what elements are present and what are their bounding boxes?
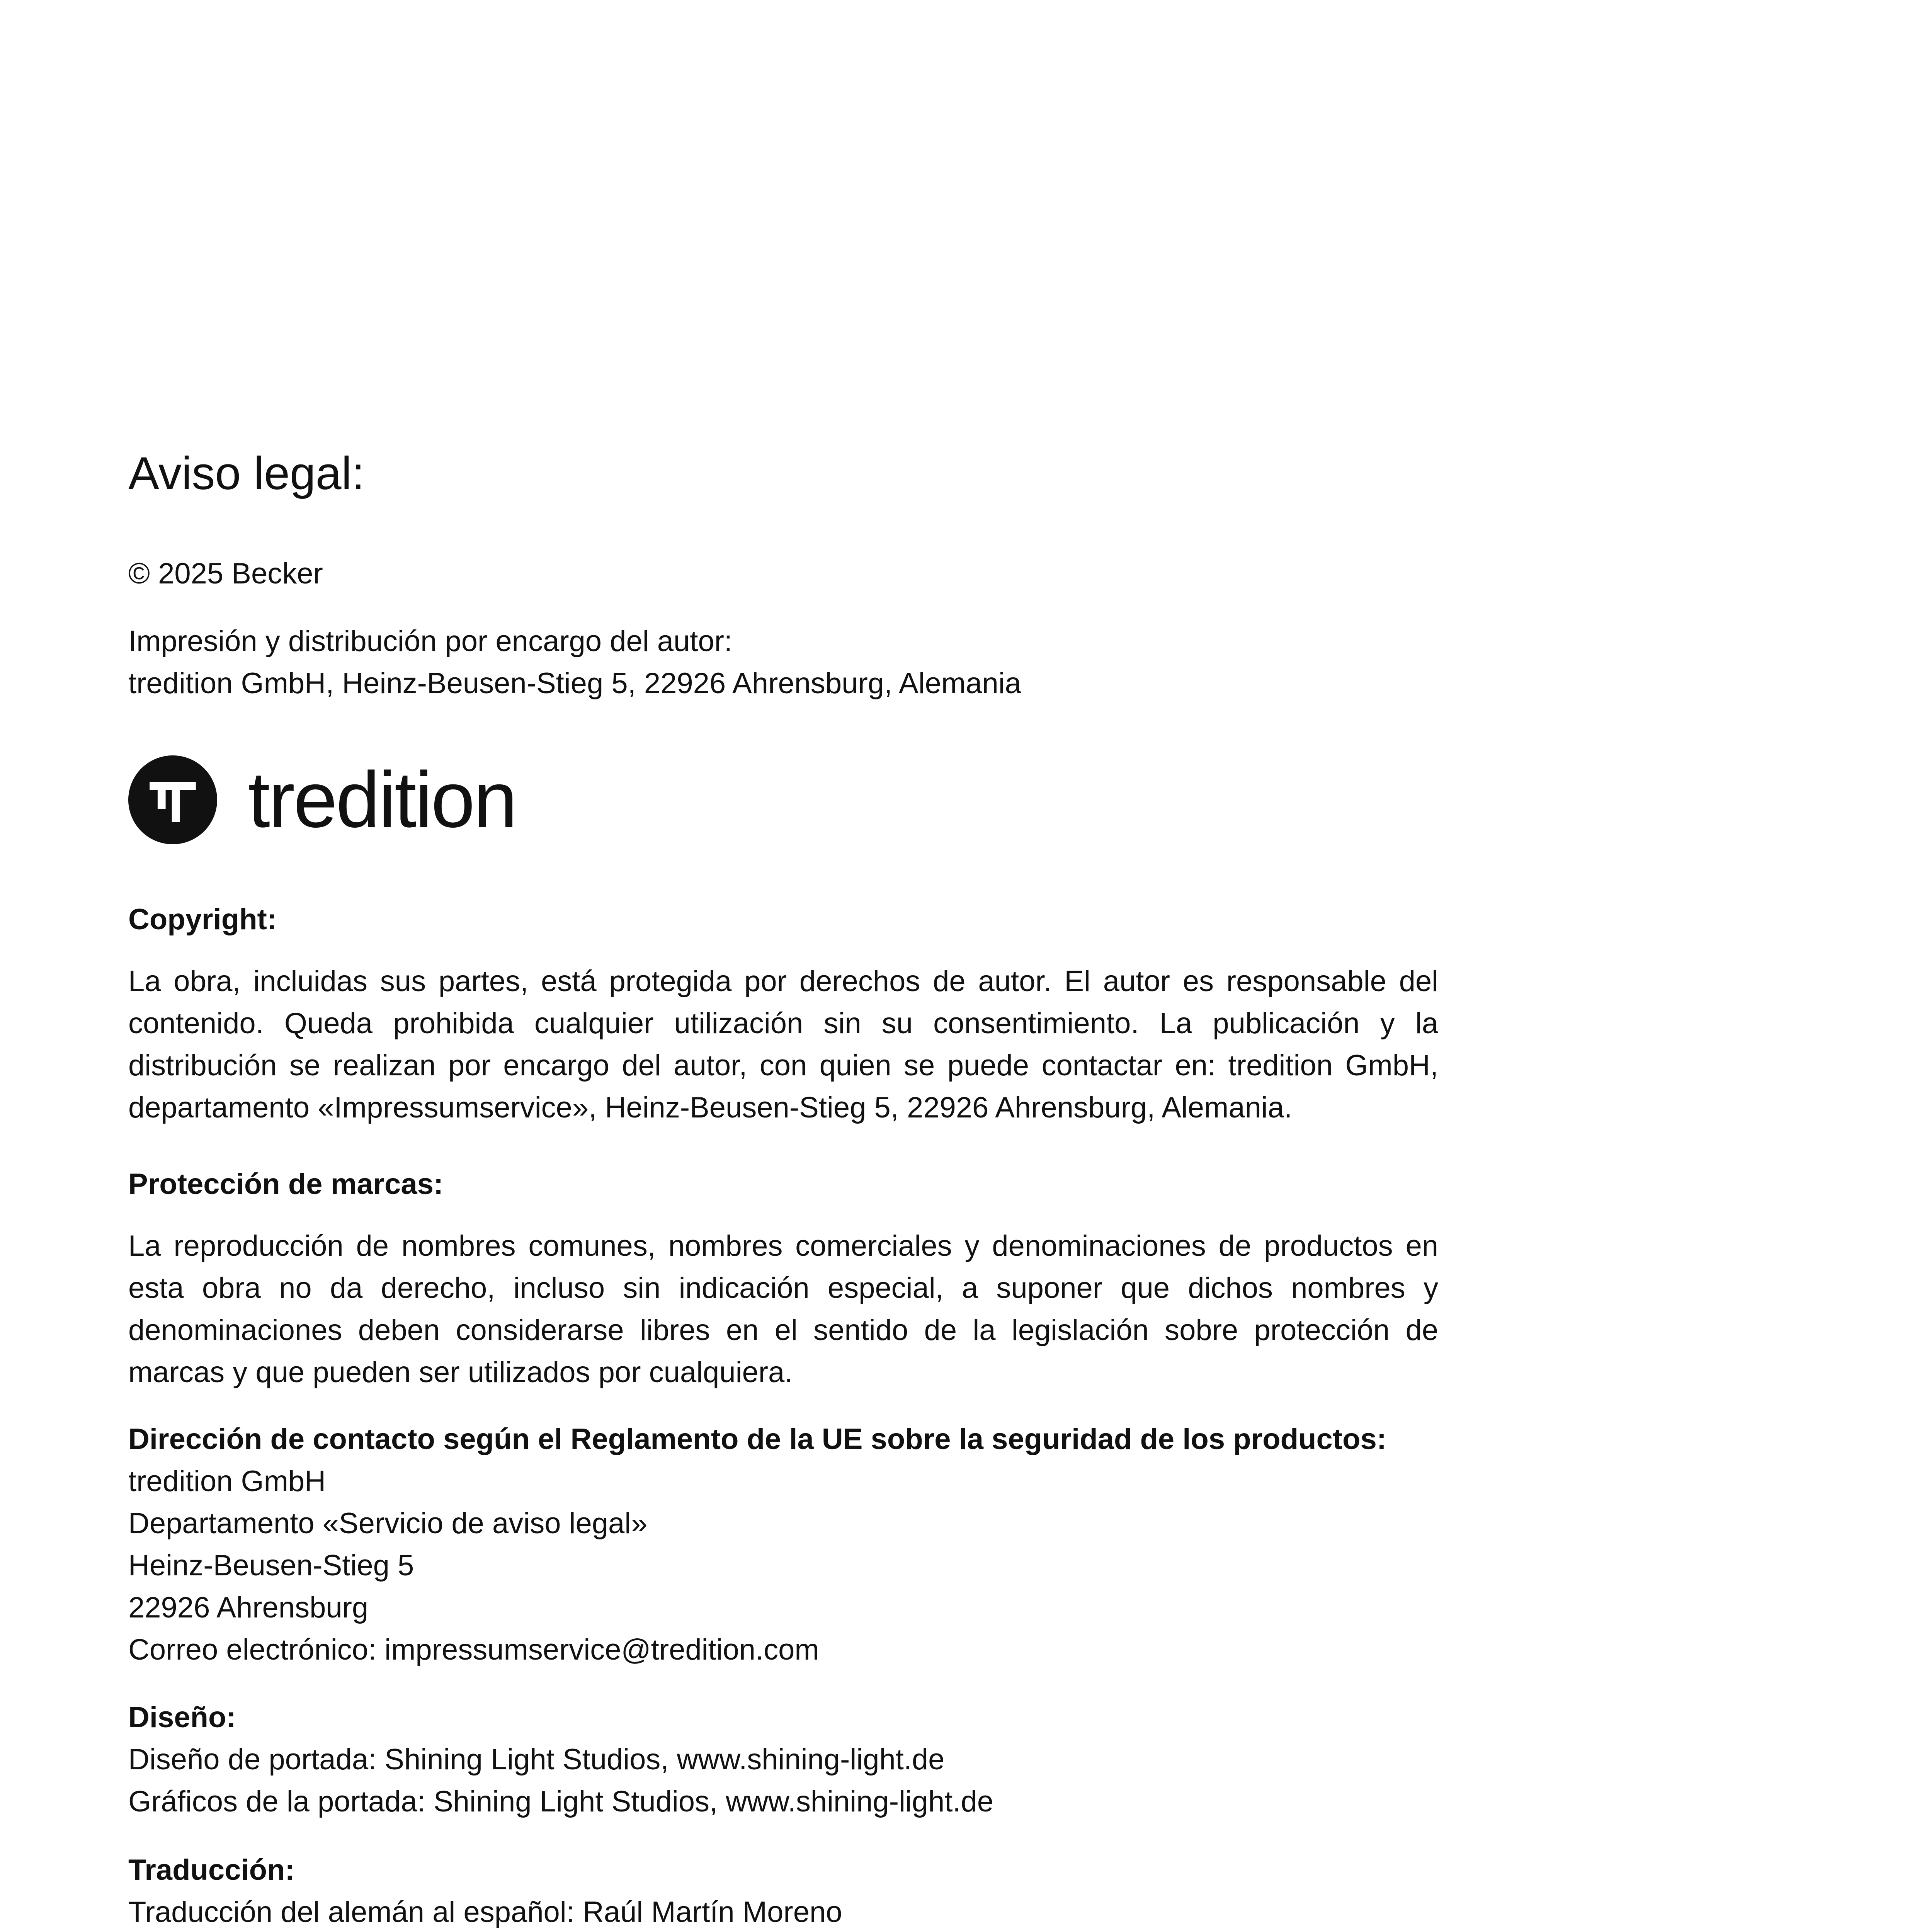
- copyright-line: © 2025 Becker: [128, 557, 323, 590]
- translation-section: [128, 1849, 842, 1932]
- contact-line: tredition GmbH: [128, 1465, 326, 1498]
- copyright-text: La obra, incluidas sus partes, está protegida por derechos de autor. El autor es responsable del contenido. Queda prohibida cualquier utilización sin su consentimiento. La publicación y la distribución se realizan por encargo del autor, con quien se puede contactar en: tredition GmbH, departamento «Impressumservice», Heinz-Beusen-Stieg 5, 22926 Ahrensburg, Alemania.: [128, 965, 1438, 1124]
- tredition-wordmark: tredition: [248, 755, 516, 844]
- design-section: [128, 1696, 993, 1823]
- page-title: Aviso legal:: [128, 447, 365, 499]
- contact-section: [128, 1418, 1386, 1671]
- contact-title: Dirección de contacto según el Reglamento de la UE sobre la seguridad de los productos:: [128, 1423, 1387, 1456]
- design-line: Gráficos de la portada: Shining Light Studios, www.shining-light.de: [128, 1785, 994, 1818]
- print-info-address: tredition GmbH, Heinz-Beusen-Stieg 5, 22926 Ahrensburg, Alemania: [128, 667, 1021, 700]
- tredition-logo-icon: [128, 755, 217, 844]
- print-info-line: Impresión y distribución por encargo del autor:: [128, 625, 733, 658]
- contact-line: 22926 Ahrensburg: [128, 1591, 369, 1624]
- design-line: Diseño de portada: Shining Light Studios, www.shining-light.de: [128, 1743, 945, 1776]
- print-info: [128, 620, 1021, 704]
- contact-line: Heinz-Beusen-Stieg 5: [128, 1549, 414, 1582]
- design-title: Diseño:: [128, 1701, 236, 1734]
- trademarks-text: La reproducción de nombres comunes, nombres comerciales y denominaciones de productos en esta obra no da derecho, incluso sin indicación especial, a suponer que dichos nombres y denominaciones deben considerarse libres en el sentido de la legislación sobre protección de marcas y que pueden ser utilizados por cualquiera.: [128, 1230, 1438, 1389]
- translation-line: Traducción del alemán al español: Raúl Martín Moreno: [128, 1896, 842, 1929]
- copyright-title: Copyright:: [128, 903, 277, 936]
- tredition-logo: [128, 755, 516, 844]
- contact-line: Departamento «Servicio de aviso legal»: [128, 1507, 648, 1540]
- trademarks-title: Protección de marcas:: [128, 1168, 444, 1201]
- contact-email: Correo electrónico: impressumservice@tredition.com: [128, 1633, 819, 1666]
- translation-title: Traducción:: [128, 1854, 295, 1886]
